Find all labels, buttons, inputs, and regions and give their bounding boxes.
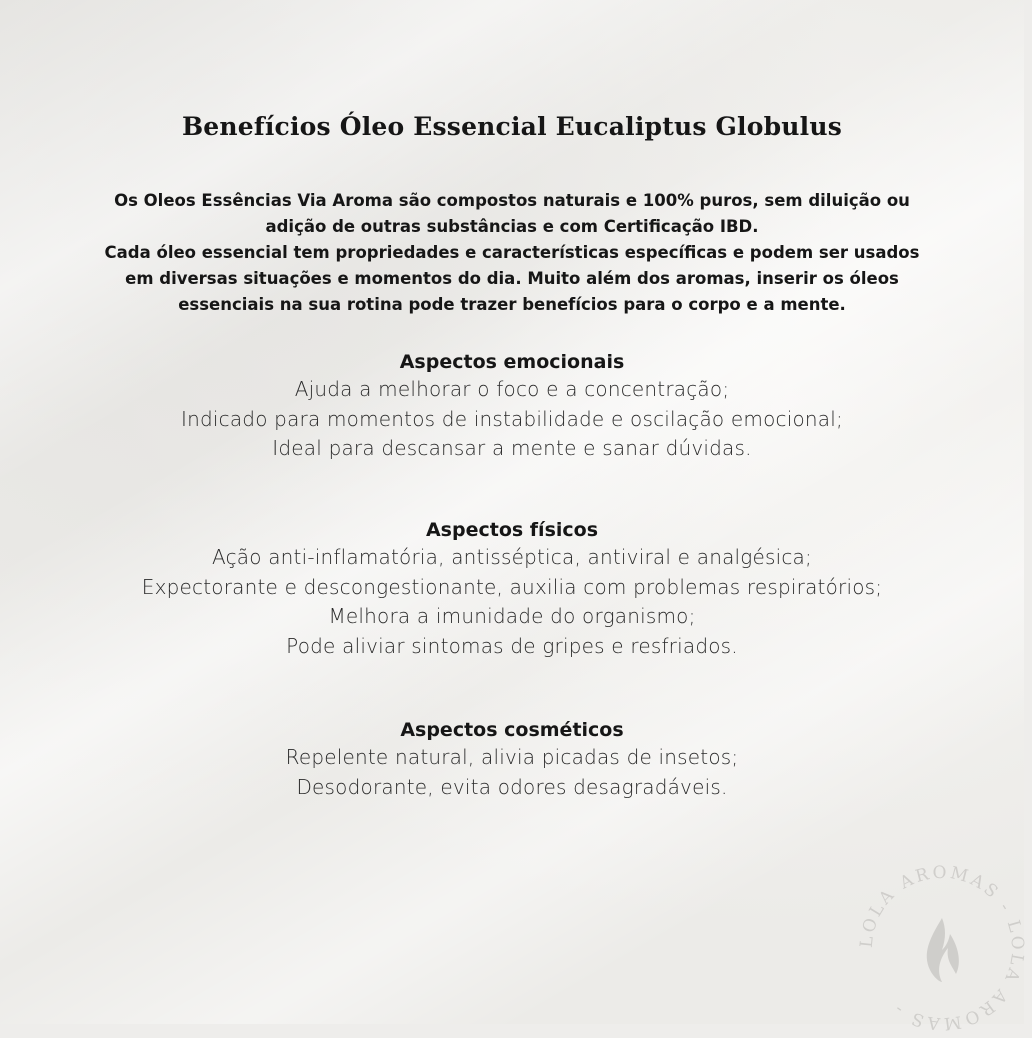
list-item: Pode aliviar sintomas de gripes e resfriados.: [286, 633, 738, 658]
page-title: Benefícios Óleo Essencial Eucaliptus Globulus: [181, 112, 843, 141]
intro-line: Os Oleos Essências Via Aroma são compostos naturais e 100% puros, sem diluição ou: [114, 191, 910, 210]
section-physical: [0, 517, 1024, 661]
section-list: [0, 543, 1024, 661]
list-item: Ajuda a melhorar o foco e a concentração;: [294, 377, 730, 401]
list-item: Desodorante, evita odores desagradáveis.: [296, 774, 728, 799]
brand-seal-logo: [852, 858, 1032, 1038]
intro-line: Cada óleo essencial tem propriedades e características específicas e podem ser usados: [104, 243, 920, 262]
intro-line: em diversas situações e momentos do dia. Muito além dos aromas, inserir os óleos: [125, 269, 899, 288]
list-item: Ideal para descansar a mente e sanar dúvidas.: [272, 436, 752, 460]
intro-line: essenciais na sua rotina pode trazer benefícios para o corpo e a mente.: [178, 295, 846, 314]
section-heading: Aspectos emocionais: [399, 351, 625, 373]
list-item: Melhora a imunidade do organismo;: [328, 604, 696, 628]
list-item: Ação anti-inflamatória, antisséptica, antiviral e analgésica;: [212, 545, 812, 569]
flame-icon: [927, 918, 959, 982]
seal-text: LOLA AROMAS - LOLA AROMAS -: [856, 862, 1028, 1034]
section-heading: Aspectos físicos: [425, 519, 599, 541]
section-list: [0, 375, 1024, 464]
list-item: Repelente natural, alivia picadas de insetos;: [285, 745, 739, 769]
list-item: Indicado para momentos de instabilidade e oscilação emocional;: [181, 406, 843, 431]
list-item: Expectorante e descongestionante, auxilia com problemas respiratórios;: [141, 574, 883, 599]
section-cosmetic: [0, 717, 1024, 802]
intro-paragraph: [40, 188, 984, 318]
section-list: [0, 743, 1024, 802]
section-emotional: [0, 349, 1024, 464]
section-heading: Aspectos cosméticos: [400, 719, 624, 741]
intro-line: adição de outras substâncias e com Certificação IBD.: [265, 217, 759, 236]
